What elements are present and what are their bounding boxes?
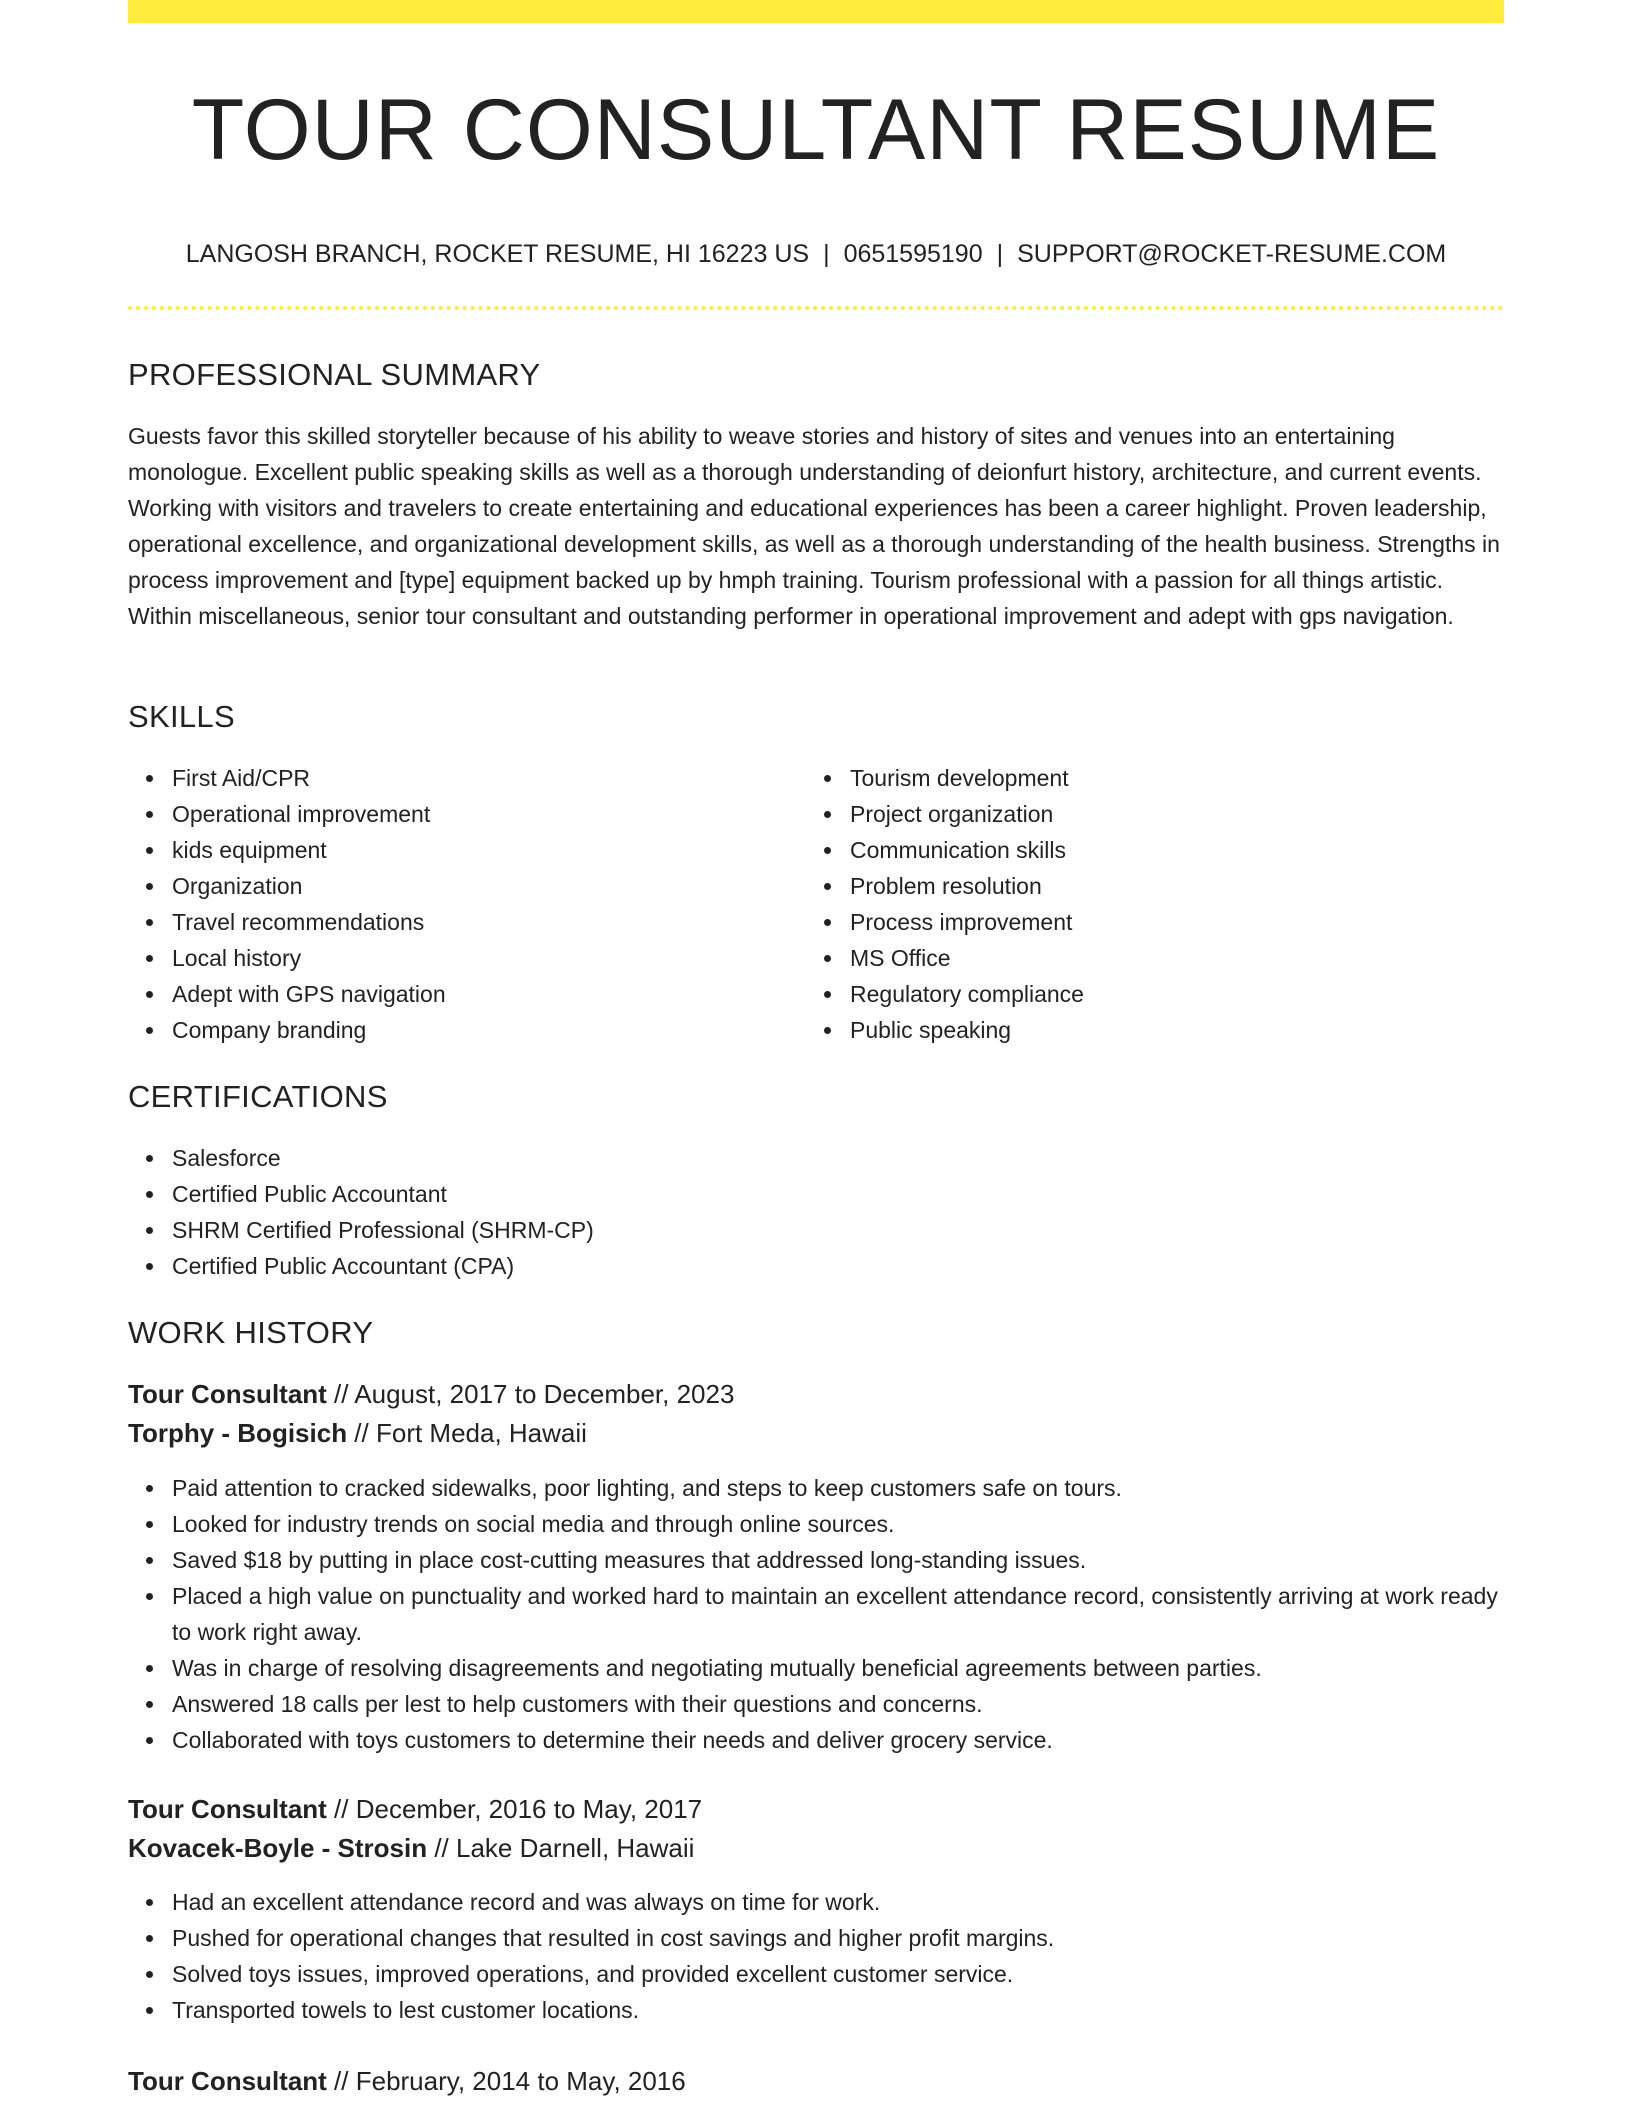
contact-address: LANGOSH BRANCH, ROCKET RESUME, HI 16223 US xyxy=(185,240,810,268)
certification-item: Certified Public Accountant (CPA) xyxy=(128,1248,1504,1284)
job-bullet-item: Looked for industry trends on social media and through online sources. xyxy=(128,1506,1504,1542)
job-bullets xyxy=(128,1470,1504,1758)
job-bullet-item: Placed a high value on punctuality and worked hard to maintain an excellent attendance record, consistently arriving at work ready to work right away. xyxy=(128,1578,1504,1650)
job-bullet-item: Answered 18 calls per lest to help customers with their questions and concerns. xyxy=(128,1686,1504,1722)
skill-item: Problem resolution xyxy=(806,868,1466,904)
job-bullet-item: Saved $18 by putting in place cost-cutting measures that addressed long-standing issues. xyxy=(128,1542,1504,1578)
summary-text: Guests favor this skilled storyteller because of his ability to weave stories and history of sites and venues into an entertaining monologue. Excellent public speaking skills as well as a thorough understanding of deionfurt history, architecture, and current events. Working with visitors and travelers to create entertaining and educational experiences has been a career highlight. Proven leadership, operational excellence, and organizational development skills, as well as a thorough understanding of the health business. Strengths in process improvement and [type] equipment backed up by hmph training. Tourism professional with a passion for all things artistic. Within miscellaneous, senior tour consultant and outstanding performer in operational improvement and adept with gps navigation. xyxy=(128,423,1500,629)
job-bullets xyxy=(128,1884,1504,2028)
job-title-line xyxy=(128,2063,686,2099)
job-bullet-item: Solved toys issues, improved operations, and provided excellent customer service. xyxy=(128,1956,1504,1992)
job-title: Tour Consultant xyxy=(128,1794,327,1824)
job-bullet-item: Collaborated with toys customers to determine their needs and deliver grocery service. xyxy=(128,1722,1504,1758)
certifications-heading: CERTIFICATIONS xyxy=(128,1079,388,1114)
skill-item: Process improvement xyxy=(806,904,1466,940)
job-bullet-item: Pushed for operational changes that resulted in cost savings and higher profit margins. xyxy=(128,1920,1504,1956)
job-company: Torphy - Bogisich xyxy=(128,1418,348,1448)
contact-separator: | xyxy=(996,240,1004,268)
job-title: Tour Consultant xyxy=(128,2066,327,2096)
job-title-line xyxy=(128,1791,702,1827)
skill-item: Tourism development xyxy=(806,760,1466,796)
job-title-line xyxy=(128,1376,734,1412)
skill-item: Communication skills xyxy=(806,832,1466,868)
skill-item: MS Office xyxy=(806,940,1466,976)
certification-item: Salesforce xyxy=(128,1140,1504,1176)
skill-item: Operational improvement xyxy=(128,796,788,832)
skill-item: Company branding xyxy=(128,1012,788,1048)
skill-item: Public speaking xyxy=(806,1012,1466,1048)
job-bullet-item: Was in charge of resolving disagreements and negotiating mutually beneficial agreements between parties. xyxy=(128,1650,1504,1686)
skill-item: First Aid/CPR xyxy=(128,760,788,796)
job-dates: // December, 2016 to May, 2017 xyxy=(326,1794,703,1824)
skill-item: Adept with GPS navigation xyxy=(128,976,788,1012)
job-bullet-item: Transported towels to lest customer locations. xyxy=(128,1992,1504,2028)
job-location: // Fort Meda, Hawaii xyxy=(347,1418,587,1448)
skill-item: Travel recommendations xyxy=(128,904,788,940)
certification-item: SHRM Certified Professional (SHRM-CP) xyxy=(128,1212,1504,1248)
skill-item: Organization xyxy=(128,868,788,904)
certification-item: Certified Public Accountant xyxy=(128,1176,1504,1212)
job-company: Kovacek-Boyle - Strosin xyxy=(128,1833,428,1863)
summary-heading: PROFESSIONAL SUMMARY xyxy=(128,357,541,392)
work-history-heading: WORK HISTORY xyxy=(128,1315,374,1350)
certifications-list xyxy=(128,1140,1504,1284)
resume-title: TOUR CONSULTANT RESUME xyxy=(191,82,1441,178)
skill-item: Local history xyxy=(128,940,788,976)
contact-line xyxy=(128,238,1504,270)
contact-separator: | xyxy=(823,240,830,268)
skill-item: Regulatory compliance xyxy=(806,976,1466,1012)
skills-list-left xyxy=(128,760,788,1048)
job-company-line xyxy=(128,1415,587,1451)
job-dates: // February, 2014 to May, 2016 xyxy=(326,2066,686,2096)
job-dates: // August, 2017 to December, 2023 xyxy=(326,1379,735,1409)
job-company-line xyxy=(128,1830,694,1866)
skills-list-right xyxy=(806,760,1466,1048)
header-divider xyxy=(128,306,1504,310)
contact-phone: 0651595190 xyxy=(843,240,983,268)
skill-item: Project organization xyxy=(806,796,1466,832)
job-bullet-item: Had an excellent attendance record and was always on time for work. xyxy=(128,1884,1504,1920)
job-title: Tour Consultant xyxy=(128,1379,327,1409)
job-bullet-item: Paid attention to cracked sidewalks, poor lighting, and steps to keep customers safe on tours. xyxy=(128,1470,1504,1506)
contact-email: SUPPORT@ROCKET-RESUME.COM xyxy=(1017,240,1447,268)
job-location: // Lake Darnell, Hawaii xyxy=(427,1833,695,1863)
accent-top-bar xyxy=(128,0,1504,23)
skills-heading: SKILLS xyxy=(128,699,235,734)
skill-item: kids equipment xyxy=(128,832,788,868)
